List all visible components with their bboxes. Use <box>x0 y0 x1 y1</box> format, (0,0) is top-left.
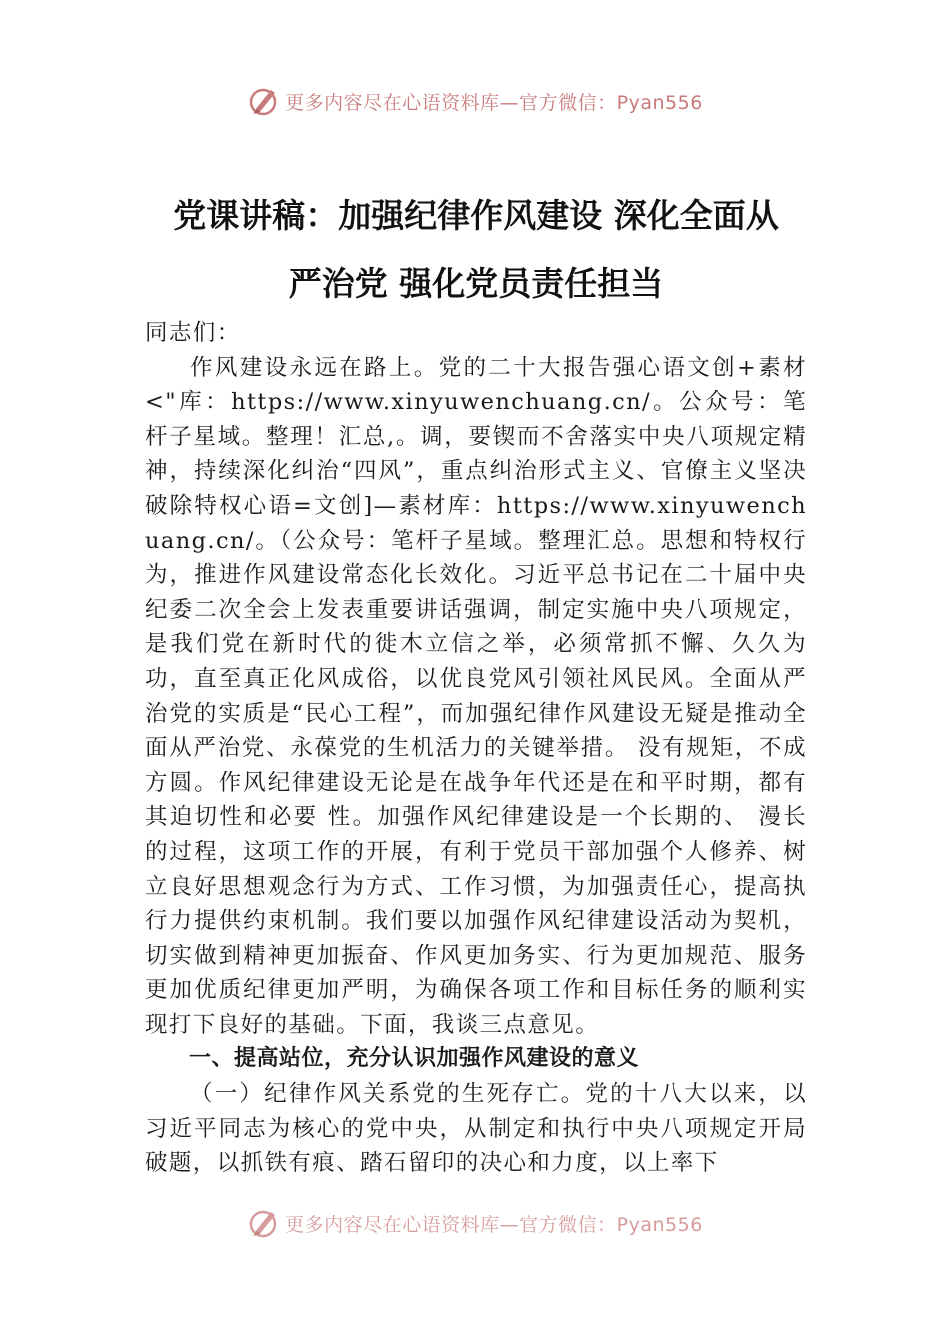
title-line-1: 党课讲稿：加强纪律作风建设 深化全面从 <box>173 196 779 235</box>
title-line-2: 严治党 强化党员责任担当 <box>288 264 664 303</box>
watermark-header <box>0 84 950 118</box>
section-heading-1: 一、提高站位，充分认识加强作风建设的意义 <box>189 1046 640 1072</box>
pen-logo-icon <box>247 1206 281 1240</box>
pen-logo-icon <box>247 84 281 118</box>
document-title <box>145 182 807 318</box>
watermark-text: 更多内容尽在心语资料库—官方微信：Pyan556 <box>285 91 703 114</box>
salutation: 同志们： <box>145 320 241 346</box>
paragraph-1: 作风建设永远在路上。党的二十大报告强心语文创+素材<"库：https://www.xinyuwenchuang.cn/。公众号：笔杆子星域。整理！汇总,。调，要锲而不舍落实中央八项规定精神，持续深化纠治“四风”，重点纠治形式主义、官僚主义坚决破除特权心语=文创]—素材库：https://www.xinyuwenchuang.cn/。（公众号：笔杆子星域。整理汇总。思想和特权行为，推进作风建设常态化长效化。习近平总书记在二十届中央纪委二次全会上发表重要讲话强调，制定实施中央八项规定，是我们党在新时代的徙木立信之举，必须常抓不懈、久久为功，直至真正化风成俗，以优良党风引领社风民风。全面从严治党的实质是“民心工程”，而加强纪律作风建设无疑是推动全面从严治党、永葆党的生机活力的关键举措。 没有规矩，不成方圆。作风纪律建设无论是在战争年代还是在和平时期，都有其迫切性和必要 性。加强作风纪律建设是一个长期的、 漫长的过程，这项工作的开展，有利于党员干部加强个人修养、树立良好思想观念行为方式、工作习惯，为加强责任心，提高执行力提供约束机制。我们要以加强作风纪律建设活动为契机，切实做到精神更加振奋、作风更加务实、行为更加规范、服务更加优质纪律更加严明，为确保各项工作和目标任务的顺利实现打下良好的基础。下面，我谈三点意见。 <box>145 354 807 1038</box>
document-body <box>145 316 807 1181</box>
watermark-footer <box>0 1206 950 1240</box>
paragraph-2: （一）纪律作风关系党的生死存亡。党的十八大以来，以习近平同志为核心的党中央，从制定和执行中央八项规定开局破题，以抓铁有痕、踏石留印的决心和力度，以上率下 <box>145 1081 807 1177</box>
watermark-text: 更多内容尽在心语资料库—官方微信：Pyan556 <box>285 1213 703 1236</box>
